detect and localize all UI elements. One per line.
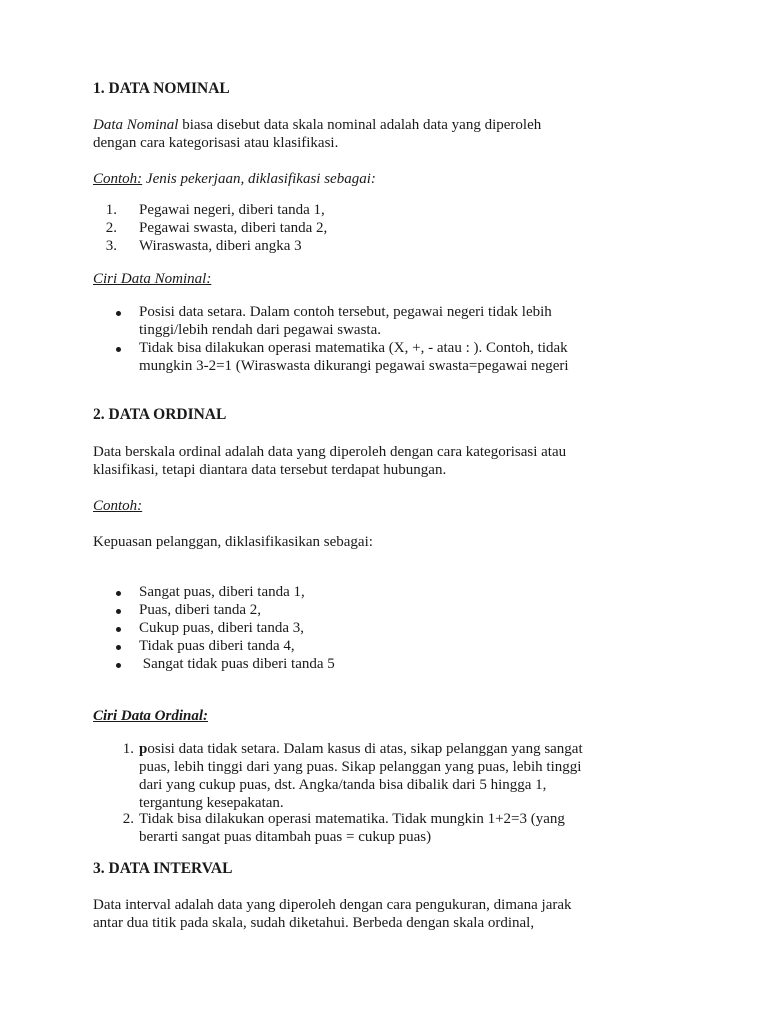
list-item: Pegawai negeri, diberi tanda 1,	[139, 202, 325, 218]
ordinal-bullet: Cukup puas, diberi tanda 3,	[139, 620, 304, 636]
section-heading-ordinal: 2. DATA ORDINAL	[93, 406, 227, 423]
bullet-dot	[116, 347, 121, 352]
list-number: 1.	[122, 741, 134, 757]
bullet-dot	[116, 645, 121, 650]
bullet-dot	[116, 609, 121, 614]
ciri-ordinal-item-2-line2: berarti sangat puas ditambah puas = cukup puas)	[139, 829, 432, 845]
ciri-nominal-item-2-line1: Tidak bisa dilakukan operasi matematika (X, +, - atau : ). Contoh, tidak	[139, 340, 568, 356]
ordinal-intro-line1: Data berskala ordinal adalah data yang diperoleh dengan cara kategorisasi atau	[93, 444, 567, 460]
ciri-nominal-heading: Ciri Data Nominal:	[93, 271, 212, 287]
section-heading-interval: 3. DATA INTERVAL	[93, 860, 233, 877]
bullet-dot	[116, 627, 121, 632]
nominal-intro-line2: dengan cara kategorisasi atau klasifikasi.	[93, 135, 339, 151]
interval-intro-line1: Data interval adalah data yang diperoleh dengan cara pengukuran, dimana jarak	[93, 897, 572, 913]
ordinal-bullet: Puas, diberi tanda 2,	[139, 602, 262, 618]
ciri-ordinal-item-2-line1: Tidak bisa dilakukan operasi matematika. Tidak mungkin 1+2=3 (yang	[139, 811, 565, 827]
bullet-dot	[116, 663, 121, 668]
list-number: 1.	[105, 202, 117, 218]
ordinal-bullet: Tidak puas diberi tanda 4,	[139, 638, 295, 654]
ciri-ordinal-item-1-line1	[139, 740, 675, 758]
kepuasan-text: Kepuasan pelanggan, diklasifikasikan sebagai:	[93, 534, 373, 550]
list-number: 2.	[105, 220, 117, 236]
nominal-contoh	[93, 170, 376, 188]
ciri-nominal-item-1-line1: Posisi data setara. Dalam contoh tersebut, pegawai negeri tidak lebih	[139, 304, 552, 320]
bullet-dot	[116, 311, 121, 316]
ciri-ordinal-item-1-text: osisi data tidak setara. Dalam kasus di atas, sikap pelanggan yang sangat	[147, 741, 583, 757]
bullet-dot	[116, 591, 121, 596]
contoh-text: Jenis pekerjaan, diklasifikasi sebagai:	[142, 171, 376, 187]
ordinal-intro-line2: klasifikasi, tetapi diantara data tersebut terdapat hubungan.	[93, 462, 447, 478]
nominal-numbered-list	[93, 201, 393, 257]
ciri-ordinal-item-1-line4: tergantung kesepakatan.	[139, 795, 284, 811]
list-number: 2.	[122, 811, 134, 827]
contoh-label: Contoh:	[93, 171, 143, 187]
nominal-intro-rest: biasa disebut data skala nominal adalah data yang diperoleh	[178, 117, 542, 133]
ciri-ordinal-item-1-line3: dari yang cukup puas, dst. Angka/tanda bisa dibalik dari 5 hingga 1,	[139, 777, 547, 793]
ordinal-contoh-label: Contoh:	[93, 498, 143, 514]
interval-intro-line2: antar dua titik pada skala, sudah diketahui. Berbeda dengan skala ordinal,	[93, 915, 535, 931]
ordinal-bullet: Sangat tidak puas diberi tanda 5	[139, 656, 335, 672]
bold-initial: p	[139, 741, 148, 757]
list-item: Wiraswasta, diberi angka 3	[139, 238, 302, 254]
ciri-nominal-item-1-line2: tinggi/lebih rendah dari pegawai swasta.	[139, 322, 382, 338]
nominal-term: Data Nominal	[93, 117, 179, 133]
list-item: Pegawai swasta, diberi tanda 2,	[139, 220, 328, 236]
ciri-ordinal-heading: Ciri Data Ordinal:	[93, 708, 209, 724]
nominal-intro-line1	[93, 116, 675, 134]
ciri-nominal-item-2-line2: mungkin 3-2=1 (Wiraswasta dikurangi pegawai swasta=pegawai negeri	[139, 358, 569, 374]
list-number: 3.	[105, 238, 117, 254]
ordinal-bullet: Sangat puas, diberi tanda 1,	[139, 584, 305, 600]
section-heading-nominal: 1. DATA NOMINAL	[93, 80, 230, 97]
ciri-ordinal-item-1-line2: puas, lebih tinggi dari yang puas. Sikap pelanggan yang puas, lebih tinggi	[139, 759, 582, 775]
